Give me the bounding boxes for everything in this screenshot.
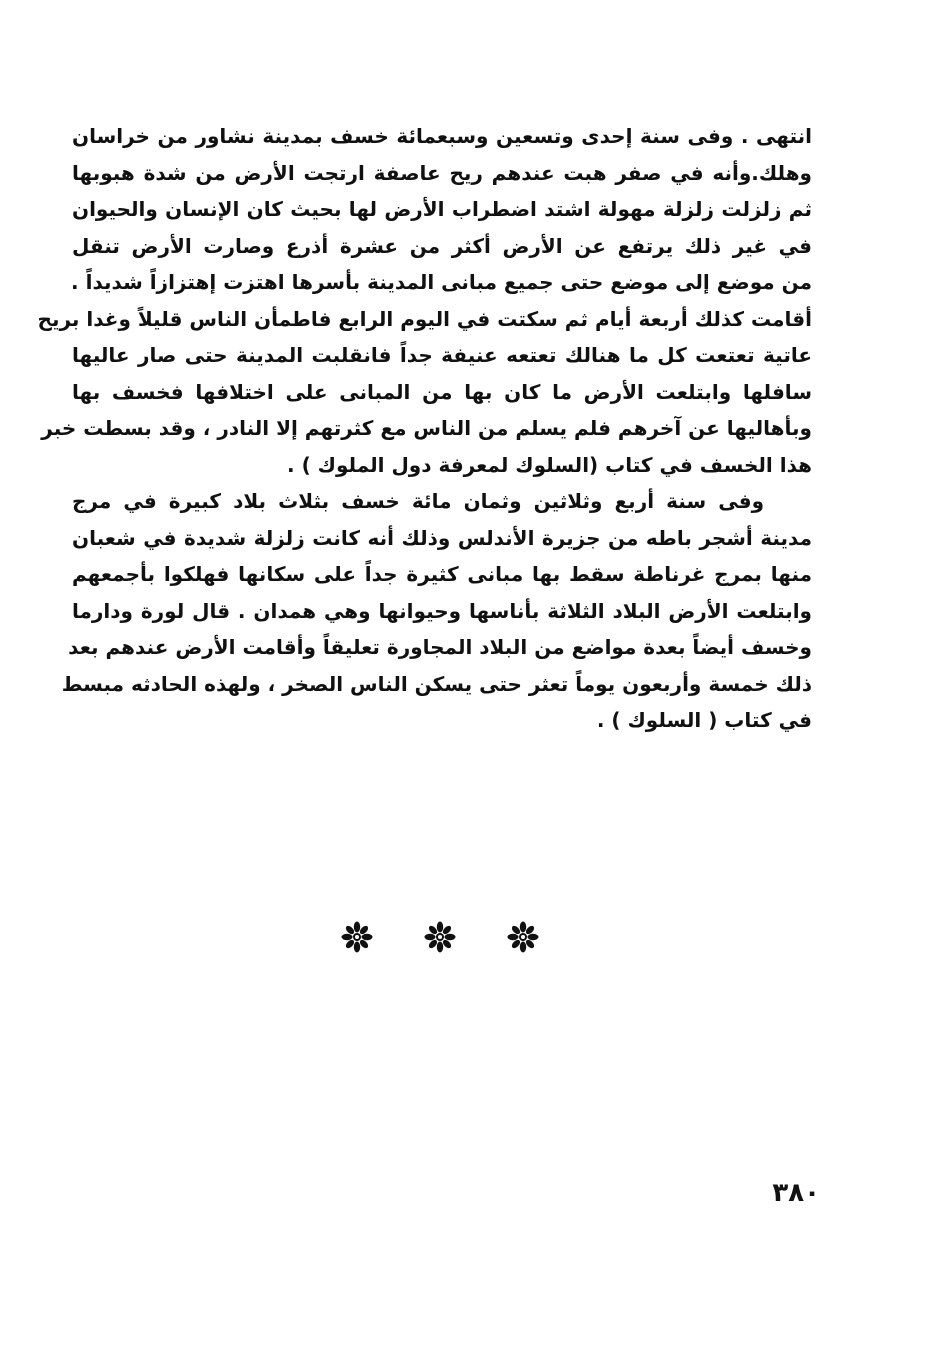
text-line: منها بمرج غرناطة سقط بها مبانى كثيرة جداً على سكانها فهلكوا بأجمعهم — [72, 562, 812, 586]
text-line: وابتلعت الأرض البلاد الثلاثة بأناسها وحيوانها وهي همدان . قال لورة ودارما — [72, 598, 812, 623]
text-line: في غير ذلك يرتفع عن الأرض أكثر من عشرة أذرع وصارت الأرض تنقل — [72, 233, 812, 258]
rosette-icon — [423, 920, 457, 954]
text-line: من موضع إلى موضع حتى جميع مبانى المدينة بأسرها اهتزت إهتزازاً شديداً . — [71, 270, 812, 294]
text-line: وهلك.وأنه في صفر هبت عندهم ريح عاصفة ارتجت الأرض من شدة هبوبها — [72, 160, 812, 185]
text-line: مدينة أشجر باطه من جزيرة الأندلس وذلك أنه كانت زلزلة شديدة في شعبان — [72, 525, 812, 550]
text-line: في كتاب ( السلوك ) . — [596, 708, 812, 732]
text-line: وخسف أيضاً بعدة مواضع من البلاد المجاورة تعليقاً وأقامت الأرض عندهم بعد — [68, 635, 812, 659]
rosette-icon — [506, 920, 540, 954]
text-line: عاتية تعتعت كل ما هنالك تعتعه عنيفة جداً فانقلبت المدينة حتى صار عاليها — [72, 343, 812, 367]
body-text — [37, 118, 812, 739]
rosette-icon — [340, 920, 374, 954]
page-number: ٣٨٠ — [772, 1178, 820, 1208]
text-line: هذا الخسف في كتاب (السلوك لمعرفة دول الملوك ) . — [287, 452, 812, 477]
text-line: ذلك خمسة وأربعون يوماً تعثر حتى يسكن الناس الصخر ، ولهذه الحادثه مبسط — [61, 671, 812, 696]
paragraph-2 — [61, 483, 812, 739]
text-line: أقامت كذلك أربعة أيام ثم سكتت في اليوم الرابع فاطمأن الناس قليلاً وغدا بريح — [37, 306, 812, 331]
text-line: وفى سنة أربع وثلاثين وثمان مائة خسف بثلاث بلاد كبيرة في مرج — [72, 489, 764, 513]
text-line: انتهى . وفى سنة إحدى وتسعين وسبعمائة خسف بمدينة نشاور من خراسان — [72, 124, 812, 148]
paragraph-1 — [37, 118, 812, 483]
text-line: ثم زلزلت زلزلة مهولة اشتد اضطراب الأرض لها بحيث كان الإنسان والحيوان — [72, 197, 812, 221]
text-line: وبأهاليها عن آخرهم فلم يسلم من الناس مع كثرتهم إلا النادر ، وقد بسطت خبر — [41, 416, 812, 440]
text-line: سافلها وابتلعت الأرض ما كان بها من المبانى على اختلافها فخسف بها — [72, 379, 812, 404]
section-divider — [340, 920, 540, 954]
